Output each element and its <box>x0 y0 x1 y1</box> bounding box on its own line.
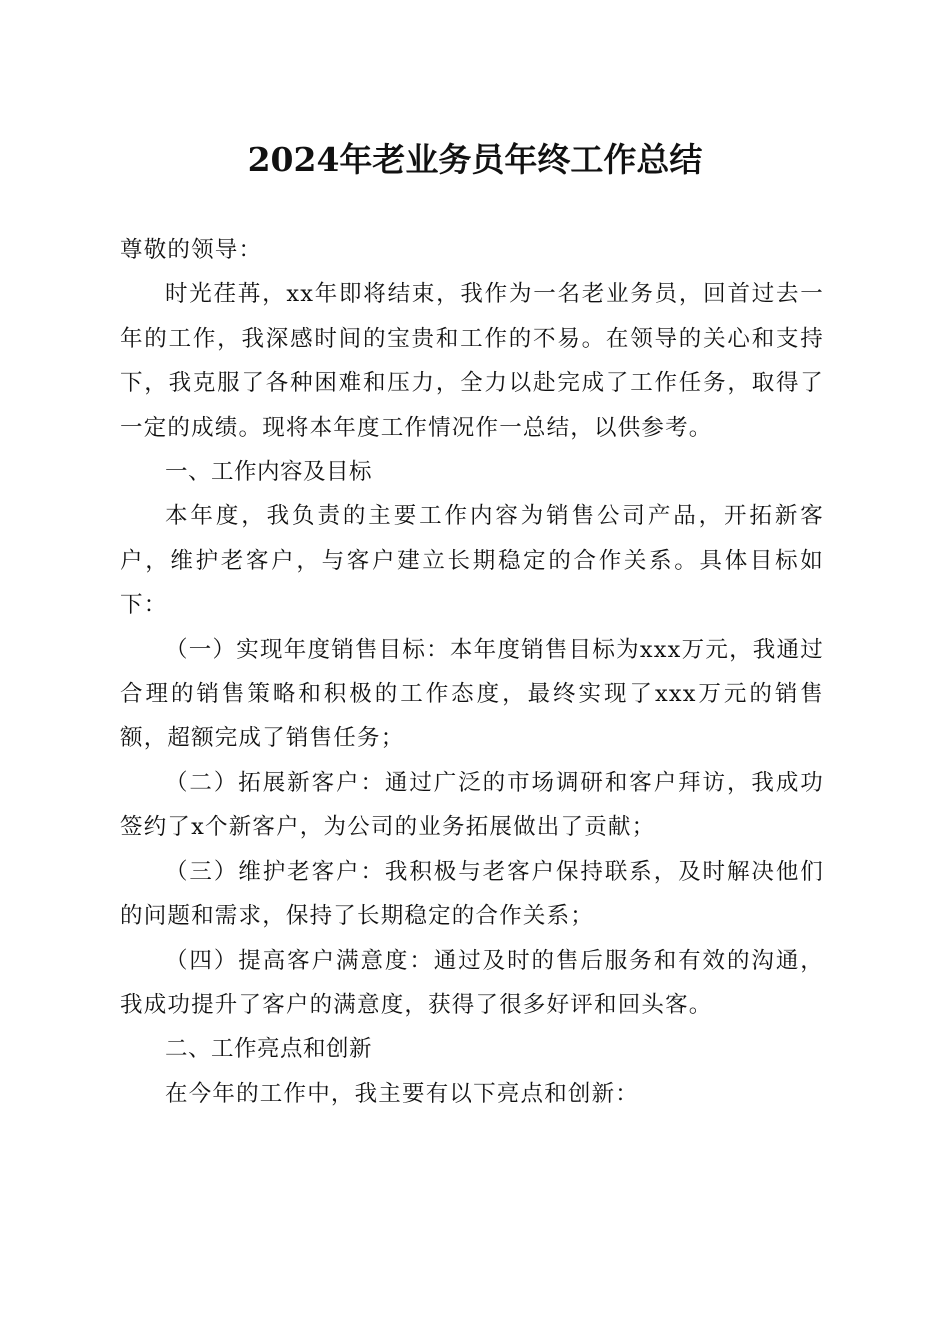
intro-paragraph: 时光荏苒，xx年即将结束，我作为一名老业务员，回首过去一年的工作，我深感时间的宝贵和工作的不易。在领导的关心和支持下，我克服了各种困难和压力，全力以赴完成了工作任务，取得了一定的成绩。现将本年度工作情况作一总结，以供参考。 <box>120 281 824 441</box>
document-body <box>120 228 824 1116</box>
section-1-item-2: （二）拓展新客户：通过广泛的市场调研和客户拜访，我成功签约了x个新客户，为公司的业务拓展做出了贡献； <box>120 769 824 841</box>
section-1-item-3: （三）维护老客户：我积极与老客户保持联系，及时解决他们的问题和需求，保持了长期稳定的合作关系； <box>120 858 824 930</box>
document-title: 2024年老业务员年终工作总结 <box>247 140 703 179</box>
section-2-heading: 二、工作亮点和创新 <box>165 1036 373 1063</box>
section-1-intro: 本年度，我负责的主要工作内容为销售公司产品，开拓新客户，维护老客户，与客户建立长期稳定的合作关系。具体目标如下： <box>120 503 824 619</box>
section-1-item-4: （四）提高客户满意度：通过及时的售后服务和有效的沟通，我成功提升了客户的满意度，获得了很多好评和回头客。 <box>120 947 824 1018</box>
section-2-intro: 在今年的工作中，我主要有以下亮点和创新： <box>165 1080 640 1107</box>
salutation: 尊敬的领导： <box>120 237 263 263</box>
section-1-item-1: （一）实现年度销售目标：本年度销售目标为xxx万元，我通过合理的销售策略和积极的工作态度，最终实现了xxx万元的销售额，超额完成了销售任务； <box>120 636 824 752</box>
section-1-heading: 一、工作内容及目标 <box>165 459 373 486</box>
